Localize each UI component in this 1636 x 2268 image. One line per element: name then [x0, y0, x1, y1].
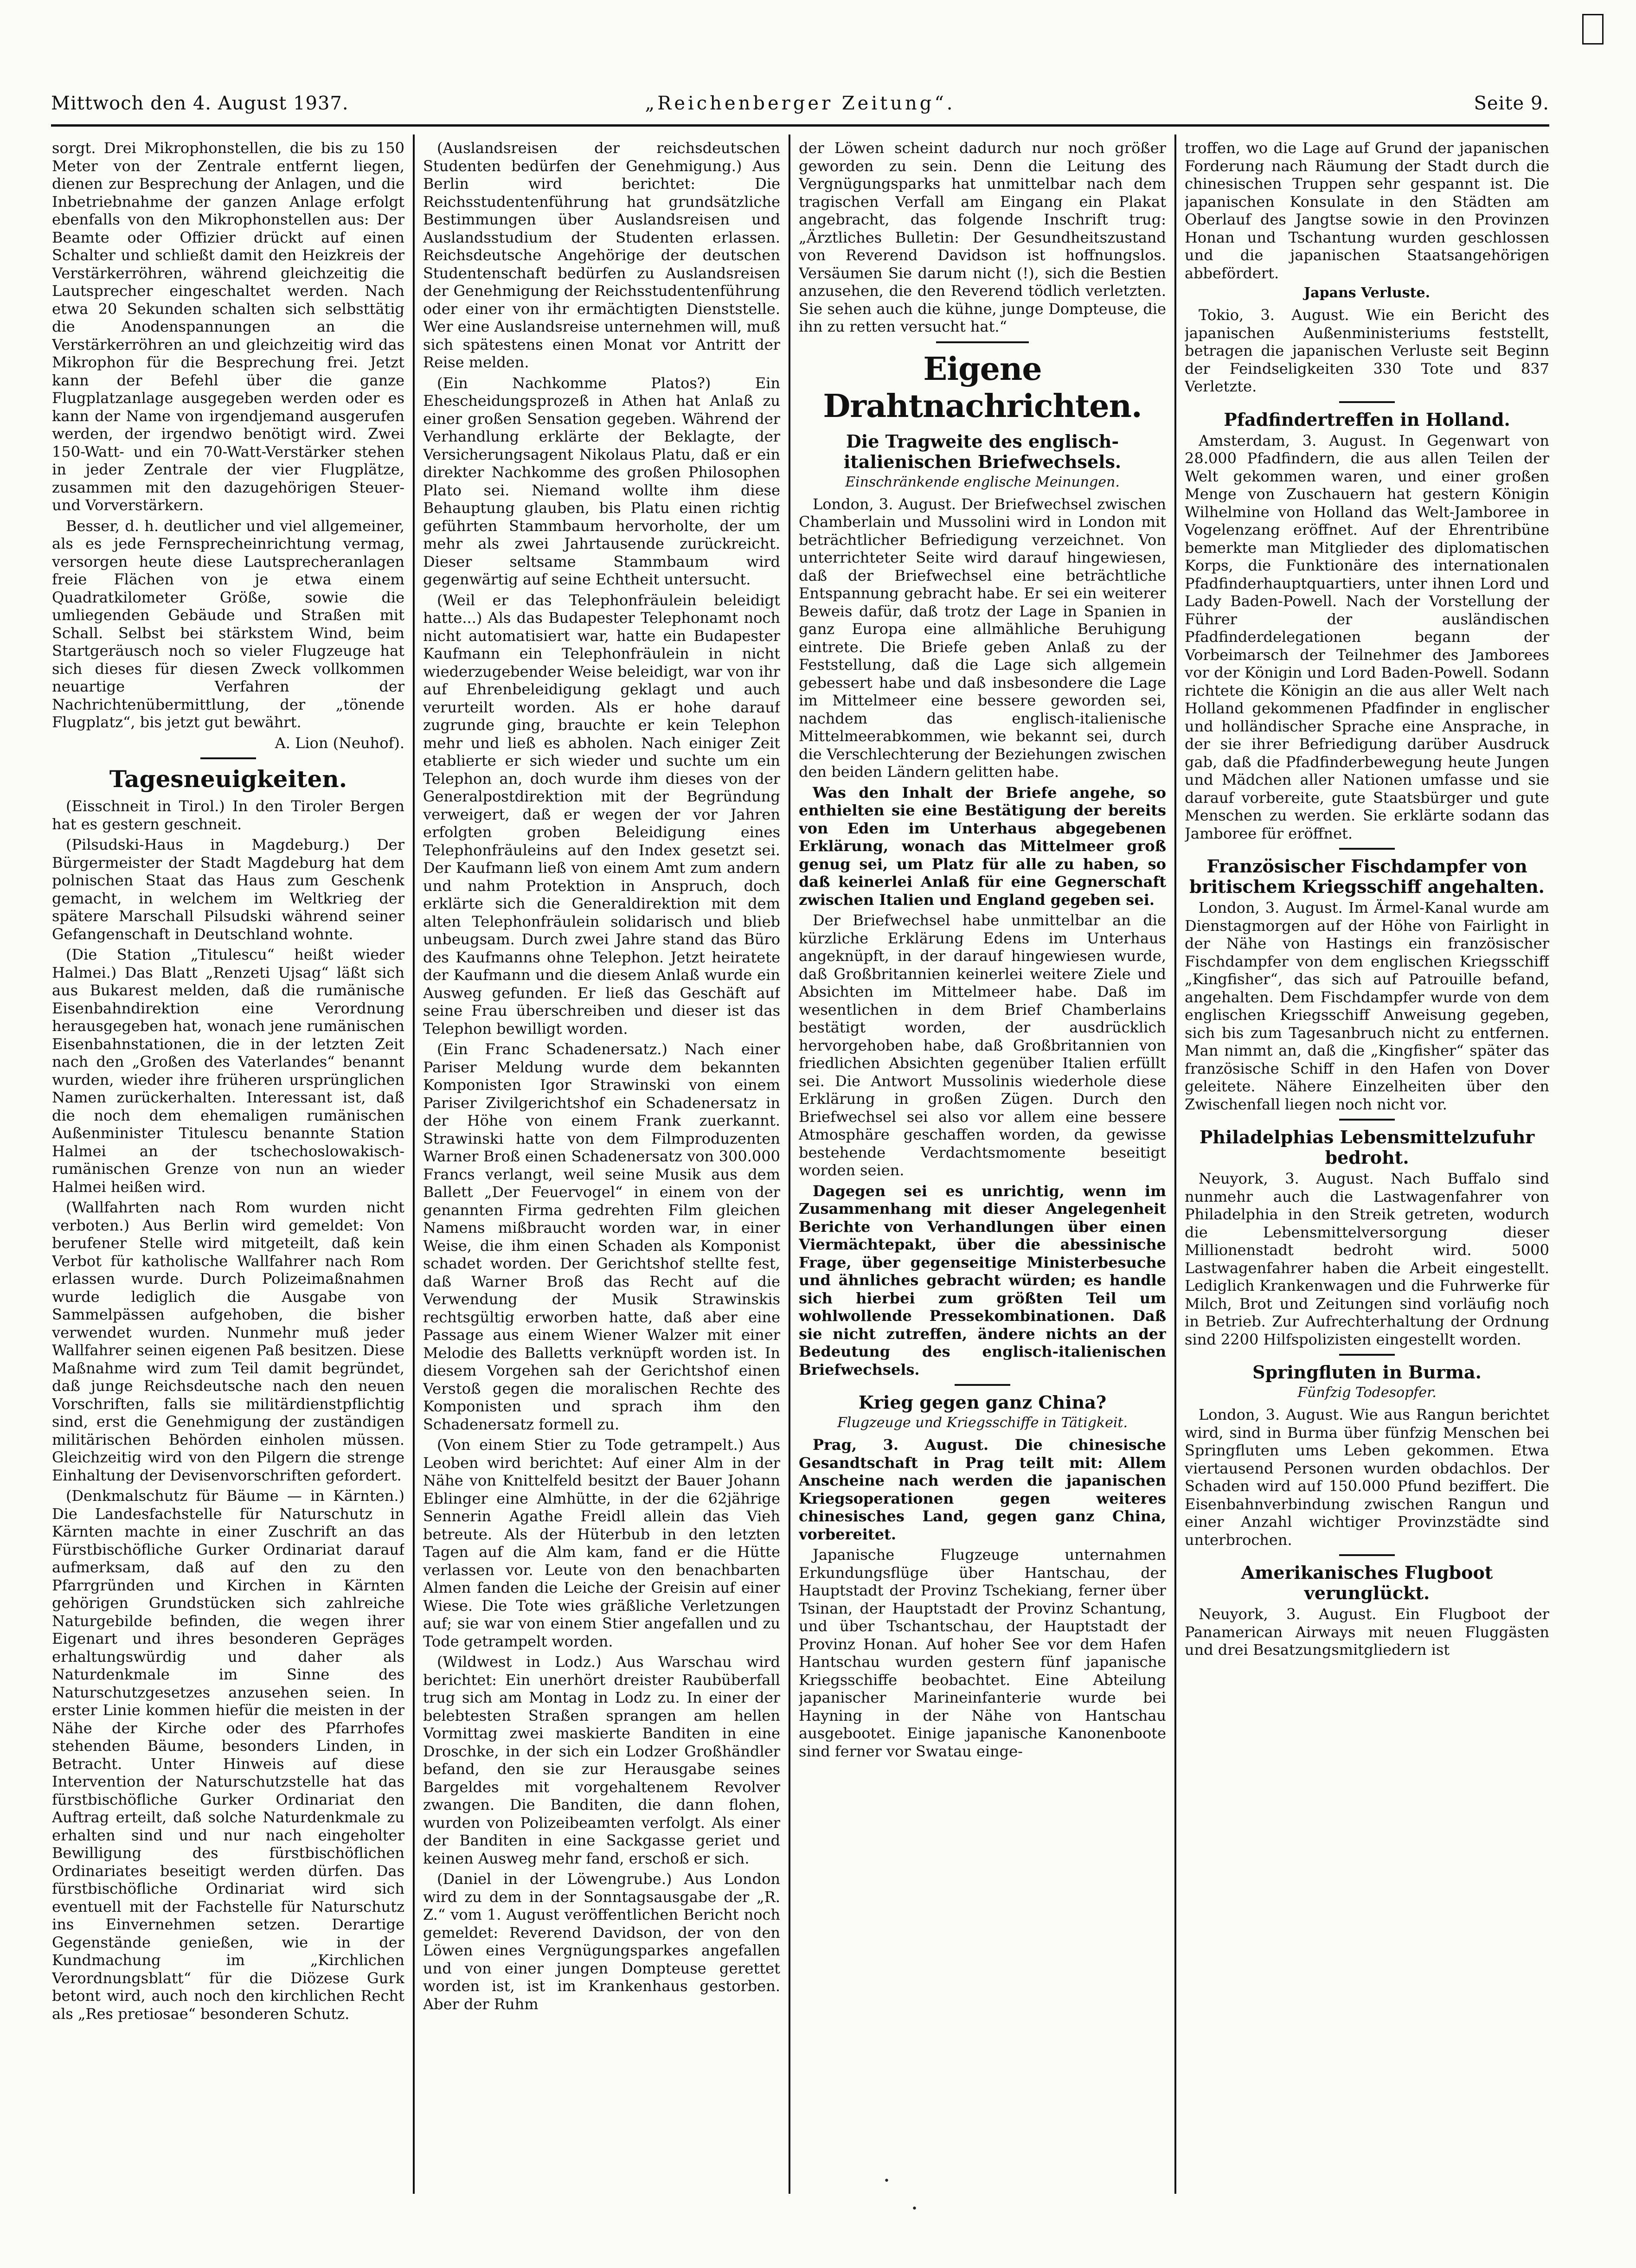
page-header [51, 93, 1549, 121]
article-flugplatz-cont: sorgt. Drei Mikrophonstellen, die bis zu 150 Meter von der Zentrale entfernt liegen, dienen zur Besprechung der Anlagen, und die Inbetriebnahme der ganzen Anlage erfolgt ebenfalls von den Mikrophonstellen aus: Der Beamte oder Offizier drückt auf einen Schalter und schließt damit den Heizkreis der Verstärkerröhren, während gleichzeitig die Lautsprecher eingeschaltet werden. Nach etwa 20 Sekunden schalten sich selbsttätig die Anodenspannungen an die Verstärkerröhren an und gleichzeitig wird das Mikrophon für die Besprechung frei. Jetzt kann der Befehl über die ganze Flugplatzanlage ausgegeben werden oder es kann der Name von irgendjemand ausgerufen werden, der irgendwo benötigt wird. Zwei 150-Watt- und ein 70-Watt-Verstärker stehen in jeder Zentrale der vier Flugplätze, zusammen mit den dazugehörigen Steuer- und Vorverstärkern. [52, 139, 404, 514]
headline-pfadfinder: Pfadfindertreffen in Holland. [1224, 409, 1510, 430]
section-separator [936, 341, 1029, 343]
article-briefwechsel-4: Dagegen sei es unrichtig, wenn im Zusammenhang mit dieser Angelegenheit Berichte von Verhandlungen über einen Viermächtepakt, über die abessinische Frage, über gegenseitige Ministerbesuche und ähnliches gebracht würden; es handle sich hierbei zum größten Teil um wohlwollende Pressekombinationen. Daß sie nicht zutreffen, ändere nichts an der Bedeutung des englisch-italienischen Briefwechsels. [799, 1182, 1166, 1378]
column-divider-1 [413, 135, 415, 2194]
column-divider-3 [1174, 135, 1176, 2194]
masthead-title: „Reichenberger Zeitung“. [645, 93, 956, 114]
article-fischdampfer: London, 3. August. Im Ärmel-Kanal wurde am Dienstagmorgen auf der Höhe von Fairlight in der Nähe von Hastings ein französischer Fischdampfer von dem englischen Kriegsschiff „Kingfisher“, das sich auf Patrouille befand, angehalten. Dem Fischdampfer wurde von dem englischen Kriegsschiff Anweisung gegeben, sich bis zum Tagesanbruch nicht zu entfernen. Man nimmt an, daß die „Kingfisher“ später das französische Schiff in den Hafen von Dover geleitete. Nähere Einzelheiten über den Zwischenfall liegen noch nicht vor. [1185, 899, 1549, 1113]
column-2 [423, 139, 780, 2217]
headline-briefwechsel: Die Tragweite des englisch-italienischen Briefwechsels. [843, 430, 1122, 472]
article-japans-verluste: Tokio, 3. August. Wie ein Bericht des japanischen Außenministeriums feststellt, betragen die japanischen Verluste seit Beginn der Feindseligkeiten 330 Tote und 837 Verletzte. [1185, 306, 1549, 395]
news-item-halmei: (Die Station „Titulescu“ heißt wieder Halmei.) Das Blatt „Renzeti Ujsag“ läßt sich aus Bukarest melden, daß die rumänische Eisenbahndirektion eine Verordnung herausgegeben hat, wonach jene rumänischen Eisenbahnstationen, die in der letzten Zeit nach den „Großen des Vaterlandes“ benannt wurden, wieder ihre früheren ursprünglichen Namen zurückerhalten. Interessant ist, daß die noch dem ehemaligen rumänischen Außenminister Titulescu benannte Station Halmei an der tschechoslowakisch-rumänischen Grenze von nun an wieder Halmei heißen wird. [52, 946, 404, 1196]
news-item-pilsudski: (Pilsudski-Haus in Magdeburg.) Der Bürgermeister der Stadt Magdeburg hat dem polnischen Staat das Haus zum Geschenk gemacht, in welchem im Weltkrieg der spätere Marschall Pilsudski während seiner Gefangenschaft in Deutschland wohnte. [52, 836, 404, 943]
news-item-wallfahrten: (Wallfahrten nach Rom wurden nicht verboten.) Aus Berlin wird gemeldet: Von berufener Stelle wird mitgeteilt, daß kein Verbot für katholische Wallfahrer nach Rom erlassen wurde. Durch Polizeimaßnahmen wurde lediglich die Ausgabe von Sammelpässen aufgehoben, die bisher verwendet wurden. Nunmehr muß jeder Wallfahrer seinen eigenen Paß besitzen. Diese Maßnahme wird zum Teil damit begründet, daß junge Reichsdeutsche nach den neuen Vorschriften, falls sie militärdienstpflichtig sind, erst die Genehmigung der zuständigen militärischen Behörden einholen müssen. Gleichzeitig wird von den Pilgern die strenge Einhaltung der Devisenvorschriften gefordert. [52, 1198, 404, 1484]
page-number: Seite 9. [1474, 93, 1549, 114]
section-separator [1339, 1354, 1395, 1356]
article-flugplatz-para: Besser, d. h. deutlicher und viel allgemeiner, als es jede Fernsprecheinrichtung vermag, versorgen heute diese Lautsprecheranlagen freie Flächen von je etwa einem Quadratkilometer Größe, sowie die umliegenden Gebäude und Straßen mit Schall. Selbst bei stärkstem Wind, beim Startgeräusch noch so vieler Flugzeuge hat sich dieses für diesen Zweck vollkommen neuartige Verfahren der Nachrichtenübermittlung, der „tönende Flugplatz“, bis jetzt gut bewährt. [52, 517, 404, 731]
article-briefwechsel-2: Was den Inhalt der Briefe angehe, so enthielten sie eine Bestätigung der bereits von Eden im Unterhaus abgegebenen Erklärung, wonach das Mittelmeer groß genug sei, um Platz für alle zu haben, so daß keinerlei Anlaß für eine Gegnerschaft zwischen Italien und England gegeben sei. [799, 783, 1166, 909]
deck-briefwechsel: Einschränkende englische Meinungen. [845, 474, 1120, 490]
column-divider-2 [789, 135, 790, 2194]
article-springfluten: London, 3. August. Wie aus Rangun berichtet wird, sind in Burma über fünfzig Menschen bei Springfluten ums Leben gekommen. Etwa viertausend Personen wurden obdachlos. Der Schaden wird auf 150.000 Pfund beziffert. Die Eisenbahnverbindung zwischen Rangun und einer Anzahl wichtiger Provinzstädte sind unterbrochen. [1185, 1406, 1549, 1549]
news-item-tirol: (Eisschneit in Tirol.) In den Tiroler Bergen hat es gestern geschneit. [52, 797, 404, 833]
header-rule [51, 124, 1549, 127]
deck-springfluten: Fünfzig Todesopfer. [1297, 1384, 1437, 1401]
column-4 [1185, 139, 1549, 2217]
corner-crop-mark [1582, 14, 1604, 45]
news-item-telephon: (Weil er das Telephonfräulein beleidigt hatte...) Als das Budapester Telephonamt noch nicht automatisiert war, hatte ein Budapester Kaufmann ein Telephonfräulein in nicht wiederzugebender Weise beleidigt, war von ihr auf Ehrenbeleidigung geklagt und auch verurteilt worden. Als er hohe darauf zugrunde ging, brauchte er kein Telephon mehr und ließ es abholen. Nach einiger Zeit etablierte er sich wieder und suchte um ein Telephon an, doch wurde ihm dieses von der Generalpostdirektion mit der Begründung verweigert, daß er wegen der vor Jahren erfolgten groben Beleidigung eines Telephonfräuleins auf den Index gesetzt sei. Der Kaufmann ließ von einem Amt zum andern und nahm Protektion in Anspruch, doch erklärte sich die Generaldirektion mit dem alten Telephonfräulein solidarisch und blieb unbeugsam. Durch zwei Jahre stand das Büro des Kaufmanns ohne Telephon. Jetzt heiratete der Kaufmann und die diesem Anlaß wurde ein Ausweg gefunden. Er ließ das Geschäft auf seine Frau überschreiben und dieser ist das Telephon bewilligt worden. [423, 591, 780, 1038]
news-item-stier: (Von einem Stier zu Tode getrampelt.) Aus Leoben wird berichtet: Auf einer Alm in der Nähe von Knittelfeld besitzt der Bauer Johann Eblinger eine Almhütte, in der die 62jährige Sennerin Agathe Freidl allein das Vieh betreute. Als der Hüterbub in den letzten Tagen auf die Alm kam, fand er die Hütte verlassen vor. Leute von den benachbarten Almen fanden die Leiche der Greisin auf einer Wiese. Die Tote wies gräßliche Verletzungen auf; sie war von einem Stier angefallen und zu Tode getrampelt worden. [423, 1436, 780, 1650]
headline-philadelphia: Philadelphias Lebensmittelzufuhr bedroht. [1199, 1127, 1535, 1168]
column-1 [52, 139, 404, 2217]
headline-japans-verluste: Japans Verluste. [1303, 285, 1431, 301]
article-china-1: Prag, 3. August. Die chinesische Gesandtschaft in Prag teilt mit: Allem Anscheine nach werden die japanischen Kriegsoperationen gegen weiteres chinesisches Land, gegen ganz China, vorbereitet. [799, 1436, 1166, 1543]
headline-china: Krieg gegen ganz China? [858, 1392, 1107, 1413]
section-separator [955, 1384, 1010, 1386]
section-separator [200, 757, 256, 759]
article-briefwechsel-3: Der Briefwechsel habe unmittelbar an die kürzliche Erklärung Edens im Unterhaus angeknüpft, in der darauf hingewiesen wurde, daß Großbritannien keinerlei weitere Ziele und Absichten im Mittelmeer habe. Daß im wesentlichen in dem Brief Chamberlains bestätigt worden, der ausdrücklich hervorgehoben habe, daß Großbritannien von friedlichen Absichten gegenüber Italien erfüllt sei. Die Antwort Mussolinis wiederhole diese Erklärung in großen Zügen. Durch den Briefwechsel sei also vor allem eine bessere Atmosphäre geschaffen worden, da gewisse bestehende Verdachtsmomente beseitigt worden seien. [799, 911, 1166, 1179]
column-3 [799, 139, 1166, 2217]
article-philadelphia: Neuyork, 3. August. Nach Buffalo sind nunmehr auch die Lastwagenfahrer von Philadelphia in den Streik getreten, wodurch die Lebensmittelversorgung dieser Millionenstadt bedroht wird. 5000 Lastwagenfahrer haben die Arbeit eingestellt. Lediglich Krankenwagen und die Fuhrwerke für Milch, Brot und Zeitungen sind vorläufig noch in Betrieb. Zur Aufrechterhaltung der Ordnung sind 2200 Hilfspolizisten eingestellt worden. [1185, 1170, 1549, 1348]
headline-flugboot: Amerikanisches Flugboot verunglückt. [1241, 1562, 1493, 1603]
deck-china: Flugzeuge und Kriegsschiffe in Tätigkeit. [837, 1415, 1128, 1431]
news-item-loewengrube: (Daniel in der Löwengrube.) Aus London wird zu dem in der Sonntagsausgabe der „R. Z.“ vom 1. August veröffentlichen Bericht noch gemeldet: Reverend Davidson, der von den Löwen eines Vergnügungsparkes angefallen und von einer jungen Dompteuse gerettet worden ist, ist im Krankenhaus gestorben. Aber der Ruhm [423, 1870, 780, 2013]
section-separator [1339, 1554, 1395, 1556]
scan-speck: • [884, 2175, 890, 2187]
article-china-2: Japanische Flugzeuge unternahmen Erkundungsflüge über Hantschau, der Hauptstadt der Provinz Tschekiang, ferner über Tsinan, der Hauptstadt der Provinz Schantung, und über Tschantschau, der Hauptstadt der Provinz Honan. Auf hoher See vor dem Hafen Hantschau wurden gestern fünf japanische Kriegsschiffe beobachtet. Eine Abteilung japanischer Marineinfanterie wurde bei Hayning in der Nähe von Hantschau ausgebootet. Einige japanische Kanonenboote sind ferner vor Swatau einge- [799, 1546, 1166, 1760]
section-heading-drahtnachrichten: Eigene Drahtnachrichten. [823, 350, 1142, 425]
issue-date: Mittwoch den 4. August 1937. [51, 93, 349, 114]
news-item-auslandsreisen: (Auslandsreisen der reichsdeutschen Studenten bedürfen der Genehmigung.) Aus Berlin wird berichtet: Die Reichsstudentenführung hat grundsätzliche Bestimmungen über Auslandsreisen und Auslandsstudium der Studenten erlassen. Reichsdeutsche Angehörige der deutschen Studentenschaft bedürfen zu Auslandsreisen der Genehmigung der Reichsstudentenführung oder einer von ihr ermächtigten Dienststelle. Wer eine Auslandsreise unternehmen will, muß sich spätestens einen Monat vor Antritt der Reise melden. [423, 139, 780, 371]
section-separator [1339, 1119, 1395, 1121]
article-flugboot: Neuyork, 3. August. Ein Flugboot der Panamerican Airways mit neuen Fluggästen und drei Besatzungsmitgliedern ist [1185, 1605, 1549, 1659]
article-signature: A. Lion (Neuhof). [275, 734, 404, 752]
news-item-lodz: (Wildwest in Lodz.) Aus Warschau wird berichtet: Ein unerhört dreister Raubüberfall trug sich am Montag in Lodz zu. In einer der belebtesten Straßen sprangen am hellen Vormittag zwei maskierte Banditen in eine Droschke, in der sich ein Lodzer Großhändler befand, den sie zur Herausgabe seines Bargeldes mit vorgehaltenem Revolver zwangen. Die Banditen, die dann flohen, wurden von Polizeibeamten verfolgt. Als einer der Banditen in eine Sackgasse geriet und keinen Ausweg mehr fand, erschoß er sich. [423, 1653, 780, 1867]
scan-speck: • [911, 2203, 917, 2215]
headline-springfluten: Springfluten in Burma. [1252, 1362, 1482, 1383]
article-pfadfinder: Amsterdam, 3. August. In Gegenwart von 28.000 Pfadfindern, die aus allen Teilen der Welt gekommen waren, und einer großen Menge von Zuschauern hat gestern Königin Wilhelmine von Holland das Welt-Jamboree in Vogelenzang eröffnet. Auf der Ehrentribüne bemerkte man Mitglieder des diplomatischen Korps, die Funktionäre des internationalen Pfadfinderhauptquartiers, unter ihnen Lord und Lady Baden-Powell. Nach der Vorstellung der Führer der ausländischen Pfadfinderdelegationen begann der Vorbeimarsch der Teilnehmer des Jamborees vor der Königin und Lord Baden-Powell. Sodann richtete die Königin an die aus aller Welt nach Holland gekommenen Pfadfinder in englischer und holländischer Sprache eine Ansprache, in der sie ihrer Befriedigung darüber Ausdruck gab, daß die Pfadfinderbewegung heute Jungen und Mädchen aller Nationen umfasse und sie darauf vorbereite, gute Staatsbürger und gute Menschen zu werden. Sie erklärte sodann das Jamboree für eröffnet. [1185, 431, 1549, 842]
news-item-loewengrube-cont: der Löwen scheint dadurch nur noch größer geworden zu sein. Denn die Leitung des Vergnügungsparks hat unmittelbar nach dem tragischen Verfall am Eingang ein Plakat angebracht, das folgende Inschrift trug: „Ärztliches Bulletin: Der Gesundheitszustand von Reverend Davidson ist hoffnungslos. Versäumen Sie darum nicht (!), sich die Bestien anzusehen, die den Reverend tödlich verletzten. Sie sehen auch die kühne, junge Dompteuse, die ihn zu retten versucht hat.“ [799, 139, 1166, 335]
section-heading-tagesneuigkeiten: Tagesneuigkeiten. [109, 765, 347, 793]
headline-fischdampfer: Französischer Fischdampfer von britischem Kriegsschiff angehalten. [1189, 856, 1545, 897]
news-item-schadenersatz: (Ein Franc Schadenersatz.) Nach einer Pariser Meldung wurde dem bekannten Komponisten Igor Strawinski von einem Pariser Zivilgerichtshof ein Schadenersatz in der Höhe von einem Frank zuerkannt. Strawinski hatte von dem Filmproduzenten Warner Broß einen Schadenersatz von 300.000 Francs verlangt, weil seine Musik aus dem Ballett „Der Feuervogel“ in einem von der genannten Firma gedrehten Film gleichen Namens mißbraucht worden war, in einer Weise, die ihm einen Schaden als Komponist schadet worden. Der Gerichtshof stellte fest, daß Warner Broß das Recht auf die Verwendung der Musik Strawinskis rechtsgültig erworben hatte, daß aber eine Passage aus einem Wiener Walzer mit einer Melodie des Balletts verknüpft worden ist. In diesem Vorgehen sah der Gerichtshof einen Verstoß gegen die moralischen Rechte des Komponisten und sprach ihm den Schadenersatz formell zu. [423, 1040, 780, 1433]
section-separator [1339, 848, 1395, 850]
section-separator [1339, 401, 1395, 403]
article-china-cont: troffen, wo die Lage auf Grund der japanischen Forderung nach Räumung der Stadt durch die chinesischen Truppen sehr gespannt ist. Die japanischen Konsulate in den Städten am Oberlauf des Jangtse sowie in den Provinzen Honan und Tschantung wurden geschlossen und die japanischen Staatsangehörigen abbefördert. [1185, 139, 1549, 282]
news-item-denkmalschutz: (Denkmalschutz für Bäume — in Kärnten.) Die Landesfachstelle für Naturschutz in Kärnten machte in einer Zuschrift an das Fürstbischöfliche Gurker Ordinariat darauf aufmerksam, daß auf den zu den Pfarrgründen und Kirchen in Kärnten gehörigen Grundstücken sich zahlreiche Naturgebilde befinden, die wegen ihrer Eigenart und ihres besonderen Gepräges erhaltungswürdig und daher als Naturdenkmale im Sinne des Naturschutzgesetzes anzusehen seien. In erster Linie kommen hiefür die meisten in der Nähe der Kirche oder des Pfarrhofes stehenden Bäume, besonders Linden, in Betracht. Unter Hinweis auf diese Intervention der Naturschutzstelle hat das fürstbischöfliche Gurker Ordinariat den Auftrag erteilt, daß solche Naturdenkmale zu erhalten sind und nur nach eingeholter Bewilligung des fürstbischöflichen Ordinariates beseitigt werden dürfen. Das fürstbischöfliche Ordinariat wird sich eventuell mit der Fachstelle für Naturschutz ins Einvernehmen setzen. Derartige Gegenstände genießen, wie in der Kundmachung im „Kirchlichen Verordnungsblatt“ für die Diözese Gurk betont wird, auch noch den kirchlichen Recht als „Res pretiosae“ besonderen Schutz. [52, 1487, 404, 2023]
news-item-plato: (Ein Nachkomme Platos?) Ein Ehescheidungsprozeß in Athen hat Anlaß zu einer großen Sensation gegeben. Während der Verhandlung erklärte der Beklagte, der Versicherungsagent Nikolaus Platu, daß er ein direkter Nachkomme des großen Philosophen Plato sei. Niemand wollte ihm diese Behauptung glauben, bis Platu einen richtig geführten Stammbaum hervorholte, der um mehr als zwei Jahrtausende zurückreicht. Dieser seltsame Stammbaum wird gegenwärtig auf seine Echtheit untersucht. [423, 374, 780, 588]
article-briefwechsel-1: London, 3. August. Der Briefwechsel zwischen Chamberlain und Mussolini wird in London mit beträchtlicher Befriedigung verzeichnet. Von unterrichteter Seite wird darauf hingewiesen, daß der Briefwechsel eine beträchtliche Entspannung gebracht habe. Er sei ein weiterer Beweis dafür, daß trotz der Lage in Spanien in ganz Europa eine allmähliche Beruhigung eintrete. Die Briefe geben Anlaß zu der Feststellung, daß die Lage sich allgemein gebessert habe und daß insbesondere die Lage im Mittelmeer eine bessere geworden sei, nachdem das englisch-italienische Mittelmeerabkommen, wie bekannt sei, durch die Verschlechterung der Beziehungen zwischen den beiden Ländern gelitten habe. [799, 495, 1166, 781]
